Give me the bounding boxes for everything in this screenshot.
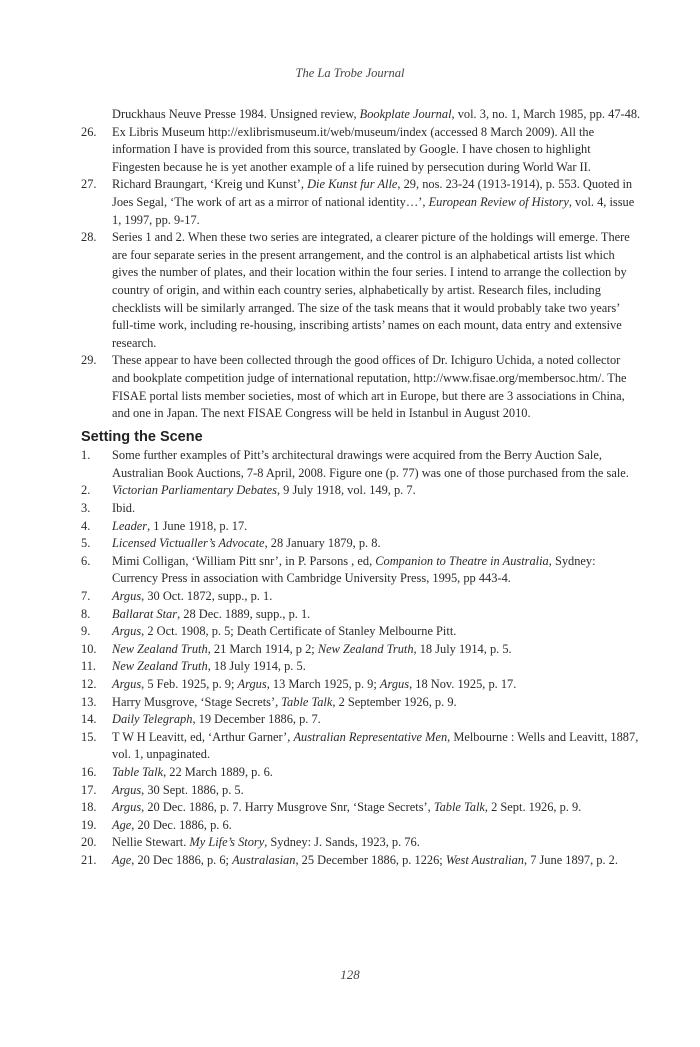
endnote-text: Mimi Colligan, ‘William Pitt snr’, in P. Parsons , ed, Companion to Theatre in Australia, Sydney: Currency Press in association with Cambridge University Press, 1995, pp 443-4. — [112, 553, 596, 586]
endnote-number: 29. — [81, 353, 97, 368]
endnote-text: Richard Braungart, ‘Kreig und Kunst’, Die Kunst fur Alle, 29, nos. 23-24 (1913-1914), p. 553. Quoted in Joes Segal, ‘The work of art as a mirror of national identity…’, European Review of History, vol. 4, issue 1, 1997, pp. 9-17. — [112, 177, 635, 227]
endnote-item — [81, 694, 641, 712]
endnote-item — [81, 817, 641, 835]
endnote-item — [81, 782, 641, 800]
endnote-number: 13. — [81, 694, 97, 709]
endnote-text: Argus, 20 Dec. 1886, p. 7. Harry Musgrove Snr, ‘Stage Secrets’, Table Talk, 2 Sept. 1926, p. 9. — [112, 800, 582, 815]
endnote-item — [81, 447, 641, 482]
endnote-item — [81, 588, 641, 606]
endnote-item — [81, 623, 641, 641]
endnote-text: Age, 20 Dec. 1886, p. 6. — [112, 817, 232, 832]
endnote-text: Series 1 and 2. When these two series are integrated, a clearer picture of the holdings will emerge. There are four separate series in the present arrangement, and the control is an alphabetical artists list which gives the number of plates, and their location within the four series. I intend to arrange the collection by country of origin, and within each country series, alphabetically by artist. Research files, including checklists will be similarly arranged. The size of the task means that it would probably take two years’ full-time work, including re-housing, inscribing artists’ names on each mount, data entry and extensive research. — [112, 230, 630, 350]
endnote-item — [81, 176, 641, 229]
endnote-number: 5. — [81, 536, 91, 551]
endnote-item — [81, 641, 641, 659]
endnote-number: 15. — [81, 729, 97, 744]
endnote-item — [81, 229, 641, 352]
endnote-number: 19. — [81, 817, 97, 832]
endnote-text: Ex Libris Museum http://exlibrismuseum.it/web/museum/index (accessed 8 March 2009). All the information I have is provided from this source, translated by Google. I have chosen to highlight Fingesten because he is yet another example of a life ruined by persecution during World War II. — [112, 124, 595, 174]
endnote-number: 11. — [81, 659, 97, 674]
endnote-text: Leader, 1 June 1918, p. 17. — [112, 518, 248, 533]
endnote-text: Some further examples of Pitt’s architectural drawings were acquired from the Berry Auction Sale, Australian Book Auctions, 7-8 April, 2008. Figure one (p. 77) was one of those purchased from the sale. — [112, 448, 629, 480]
endnote-item — [81, 124, 641, 177]
endnote-number: 18. — [81, 800, 97, 815]
endnote-item — [81, 553, 641, 588]
endnote-number: 10. — [81, 641, 97, 656]
endnote-text: Harry Musgrove, ‘Stage Secrets’, Table Talk, 2 September 1926, p. 9. — [112, 694, 457, 709]
endnote-text: Ballarat Star, 28 Dec. 1889, supp., p. 1. — [112, 606, 311, 621]
endnote-item — [81, 658, 641, 676]
endnote-number: 14. — [81, 712, 97, 727]
endnote-number: 3. — [81, 501, 91, 516]
endnotes-list-previous-section — [81, 124, 641, 423]
endnote-number: 12. — [81, 677, 97, 691]
endnote-item — [81, 500, 641, 518]
endnote-text: Daily Telegraph, 19 December 1886, p. 7. — [112, 712, 321, 727]
endnote-number: 4. — [81, 518, 91, 533]
endnote-number: 17. — [81, 782, 97, 797]
endnote-item — [81, 799, 641, 817]
endnote-number: 2. — [81, 483, 91, 498]
endnote-text: Ibid. — [112, 501, 136, 516]
endnote-text: New Zealand Truth, 18 July 1914, p. 5. — [112, 659, 306, 674]
endnote-text: Argus, 2 Oct. 1908, p. 5; Death Certificate of Stanley Melbourne Pitt. — [112, 624, 457, 639]
endnote-number: 7. — [81, 589, 91, 604]
endnote-item — [81, 352, 641, 422]
endnote-number: 28. — [81, 230, 97, 245]
endnote-text: Age, 20 Dec 1886, p. 6; Australasian, 25 December 1886, p. 1226; West Australian, 7 June 1897, p. 2. — [112, 852, 618, 867]
endnote-text: Victorian Parliamentary Debates, 9 July 1918, vol. 149, p. 7. — [112, 483, 416, 498]
endnote-number: 8. — [81, 606, 91, 621]
endnote-number: 9. — [81, 624, 91, 639]
endnote-item — [81, 711, 641, 729]
endnote-number: 16. — [81, 764, 97, 779]
endnote-text: Licensed Victualler’s Advocate, 28 January 1879, p. 8. — [112, 536, 381, 551]
endnotes-list-setting-the-scene — [81, 447, 641, 869]
endnote-item — [81, 834, 641, 852]
endnote-text: Nellie Stewart. My Life’s Story, Sydney: J. Sands, 1923, p. 76. — [112, 835, 420, 850]
running-head: The La Trobe Journal — [295, 66, 405, 80]
endnote-number: 21. — [81, 852, 97, 867]
endnote-item — [81, 482, 641, 500]
endnote-text: New Zealand Truth, 21 March 1914, p 2; New Zealand Truth, 18 July 1914, p. 5. — [112, 641, 512, 656]
page-number: 128 — [340, 967, 360, 982]
continued-note — [81, 106, 641, 124]
endnotes — [81, 106, 641, 870]
endnote-number: 20. — [81, 835, 97, 850]
endnote-text: Argus, 5 Feb. 1925, p. 9; Argus, 13 March 1925, p. 9; Argus, 18 Nov. 1925, p. 17. — [112, 677, 517, 691]
endnote-text: Argus, 30 Sept. 1886, p. 5. — [112, 782, 244, 797]
endnote-item — [81, 676, 641, 694]
endnote-text: These appear to have been collected through the good offices of Dr. Ichiguro Uchida, a noted collector and bookplate competition judge of international reputation, http://www.fisae.org/membersoc.htm/. The FISAE portal lists member societies, most of which art in Europe, but there are 3 associations in China, and one in Japan. The next FISAE Congress will be held in Istanbul in August 2010. — [112, 353, 627, 421]
endnote-text: Table Talk, 22 March 1889, p. 6. — [112, 764, 273, 779]
endnote-text: T W H Leavitt, ed, ‘Arthur Garner’, Australian Representative Men, Melbourne : Wells and Leavitt, 1887, vol. 1, unpaginated. — [112, 729, 639, 762]
endnote-text: Argus, 30 Oct. 1872, supp., p. 1. — [112, 589, 273, 604]
endnote-item — [81, 535, 641, 553]
endnote-number: 26. — [81, 124, 97, 139]
endnote-item — [81, 764, 641, 782]
endnote-item — [81, 852, 641, 870]
note-text: Druckhaus Neuve Presse 1984. Unsigned review, Bookplate Journal, vol. 3, no. 1, March 1985, pp. 47-48. — [112, 107, 641, 121]
endnote-number: 6. — [81, 553, 91, 568]
endnote-number: 1. — [81, 448, 91, 463]
endnote-item — [81, 518, 641, 536]
endnote-item — [81, 606, 641, 624]
section-heading: Setting the Scene — [81, 428, 203, 445]
endnote-item — [81, 729, 641, 764]
endnote-number: 27. — [81, 177, 97, 192]
